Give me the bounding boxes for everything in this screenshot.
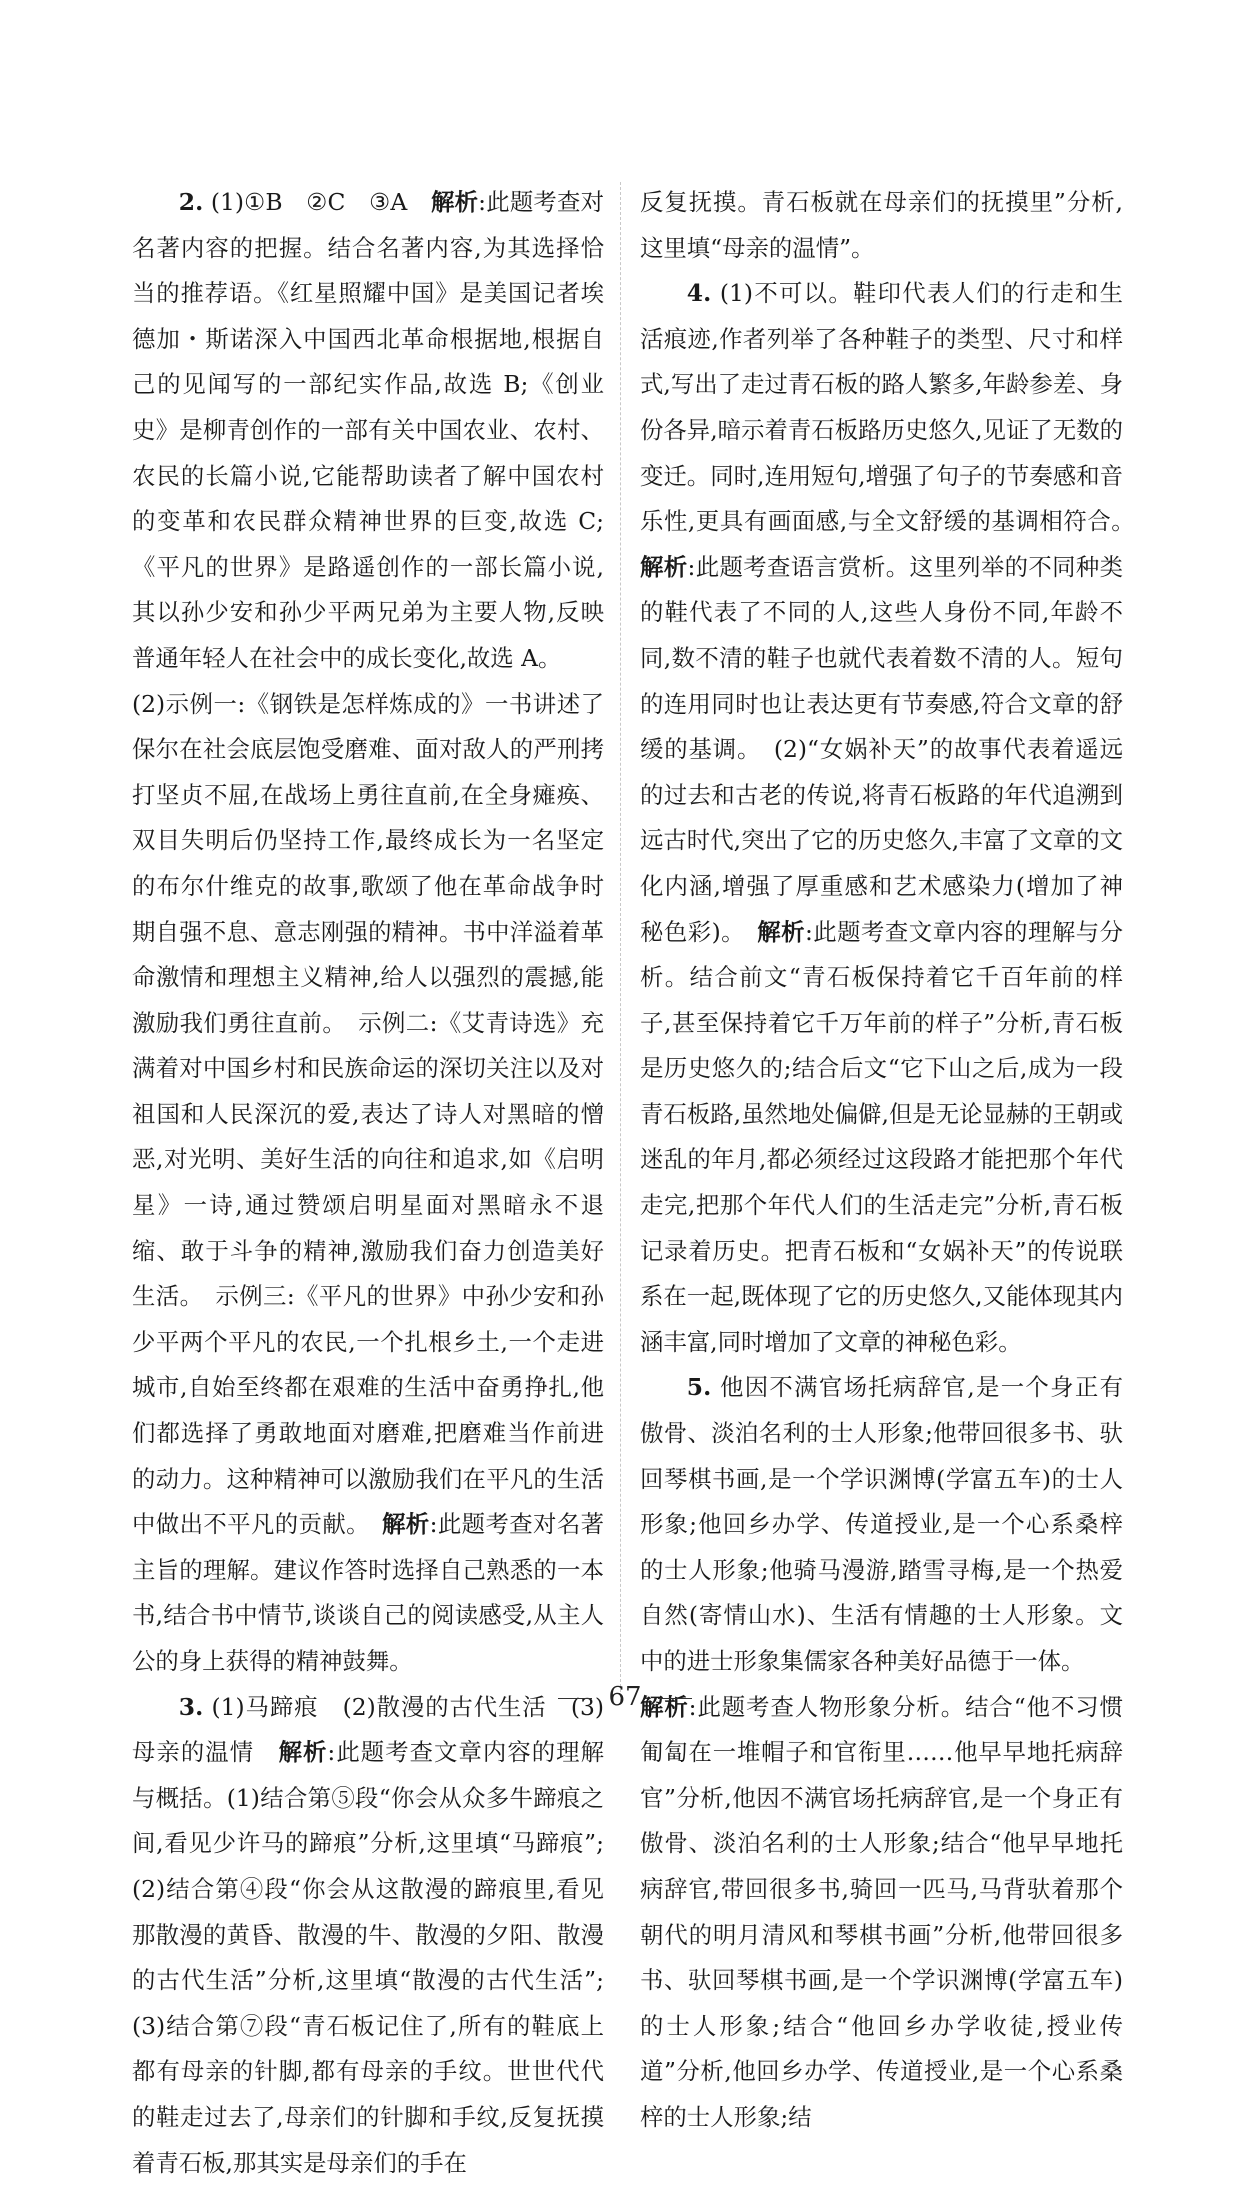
left-column	[132, 180, 604, 2186]
answer-2-part1: 2. (1)①B ②C ③A 解析:此题考查对名著内容的把握。结合名著内容,为其选择恰当的推荐语。《红星照耀中国》是美国记者埃德加・斯诺深入中国西北革命根据地,根据自己的见闻写的一部纪实作品,故选 B;《创业史》是柳青创作的一部有关中国农业、农村、农民的长篇小说,它能帮助读者了解中国农村的变革和农民群众精神世界的巨变,故选 C;《平凡的世界》是路遥创作的一部长篇小说,其以孙少安和孙少平两兄弟为主要人物,反映普通年轻人在社会中的成长变化,故选 A。	[132, 188, 604, 672]
answer-3-continued: 反复抚摸。青石板就在母亲们的抚摸里”分析,这里填“母亲的温情”。	[640, 188, 1123, 262]
answer-4: 4. (1)不可以。鞋印代表人们的行走和生活痕迹,作者列举了各种鞋子的类型、尺寸和样式,写出了走过青石板的路人繁多,年龄参差、身份各异,暗示着青石板路历史悠久,见证了无数的变迁。同时,连用短句,增强了句子的节奏感和音乐性,更具有画面感,与全文舒缓的基调相符合。 解析:此题考查语言赏析。这里列举的不同种类的鞋代表了不同的人,这些人身份不同,年龄不同,数不清的鞋子也就代表着数不清的人。短句的连用同时也让表达更有节奏感,符合文章的舒缓的基调。 (2)“女娲补天”的故事代表着遥远的过去和古老的传说,将青石板路的年代追溯到远古时代,突出了它的历史悠久,丰富了文章的文化内涵,增强了厚重感和艺术感染力(增加了神秘色彩)。 解析:此题考查文章内容的理解与分析。结合前文“青石板保持着它千百年前的样子,甚至保持着它千万年前的样子”分析,青石板是历史悠久的;结合后文“它下山之后,成为一段青石板路,虽然地处偏僻,但是无论显赫的王朝或迷乱的年月,都必须经过这段路才能把那个年代走完,把那个年代人们的生活走完”分析,青石板记录着历史。把青石板和“女娲补天”的传说联系在一起,既体现了它的历史悠久,又能体现其内涵丰富,同时增加了文章的神秘色彩。	[640, 279, 1147, 1356]
column-divider	[620, 182, 621, 1702]
page-footer	[0, 1682, 1250, 1712]
footer-dash-left	[558, 1698, 592, 1699]
answer-5-analysis: 解析:此题考查人物形象分析。结合“他不习惯匍匐在一堆帽子和官衔里……他早早地托病辞官”分析,他因不满官场托病辞官,是一个身正有傲骨、淡泊名利的士人形象;结合“他早早地托病辞官,带回很多书,骑回一匹马,马背驮着那个朝代的明月清风和琴棋书画”分析,他带回很多书、驮回琴棋书画,是一个学识渊博(学富五车)的士人形象;结合“他回乡办学收徒,授业传道”分析,他回乡办学、传道授业,是一个心系桑梓的士人形象;结	[640, 1692, 1123, 2131]
answer-5: 5. 他因不满官场托病辞官,是一个身正有傲骨、淡泊名利的士人形象;他带回很多书、驮回琴棋书画,是一个学识渊博(学富五车)的士人形象;他回乡办学、传道授业,是一个心系桑梓的士人形象;他骑马漫游,踏雪寻梅,是一个热爱自然(寄情山水)、生活有情趣的士人形象。文中的进士形象集儒家各种美好品德于一体。	[640, 1373, 1123, 1675]
answer-2-part2: (2)示例一:《钢铁是怎样炼成的》一书讲述了保尔在社会底层饱受磨难、面对敌人的严刑拷打坚贞不屈,在战场上勇往直前,在全身瘫痪、双目失明后仍坚持工作,最终成长为一名坚定的布尔什维克的故事,歌颂了他在革命战争时期自强不息、意志刚强的精神。书中洋溢着革命激情和理想主义精神,给人以强烈的震撼,能激励我们勇往直前。 示例二:《艾青诗选》充满着对中国乡村和民族命运的深切关注以及对祖国和人民深沉的爱,表达了诗人对黑暗的憎恶,对光明、美好生活的向往和追求,如《启明星》一诗,通过赞颂启明星面对黑暗永不退缩、敢于斗争的精神,激励我们奋力创造美好生活。 示例三:《平凡的世界》中孙少安和孙少平两个平凡的农民,一个扎根乡土,一个走进城市,自始至终都在艰难的生活中奋勇挣扎,他们都选择了勇敢地面对磨难,把磨难当作前进的动力。这种精神可以激励我们在平凡的生活中做出不平凡的贡献。 解析:此题考查对名著主旨的理解。建议作答时选择自己熟悉的一本书,结合书中情节,谈谈自己的阅读感受,从主人公的身上获得的精神鼓舞。	[132, 689, 605, 1675]
right-column	[640, 180, 1147, 2141]
answer-3: 3. (1)马蹄痕 (2)散漫的古代生活 (3)母亲的温情 解析:此题考查文章内容的理解与概括。(1)结合第⑤段“你会从众多牛蹄痕之间,看见少许马的蹄痕”分析,这里填“马蹄痕”;(2)结合第④段“你会从这散漫的蹄痕里,看见那散漫的黄昏、散漫的牛、散漫的夕阳、散漫的古代生活”分析,这里填“散漫的古代生活”;(3)结合第⑦段“青石板记住了,所有的鞋底上都有母亲的针脚,都有母亲的手纹。世世代代的鞋走过去了,母亲们的针脚和手纹,反复抚摸着青石板,那其实是母亲们的手在	[132, 1692, 604, 2177]
page-number: 67	[608, 1682, 642, 1712]
footer-dash-right	[658, 1698, 692, 1699]
